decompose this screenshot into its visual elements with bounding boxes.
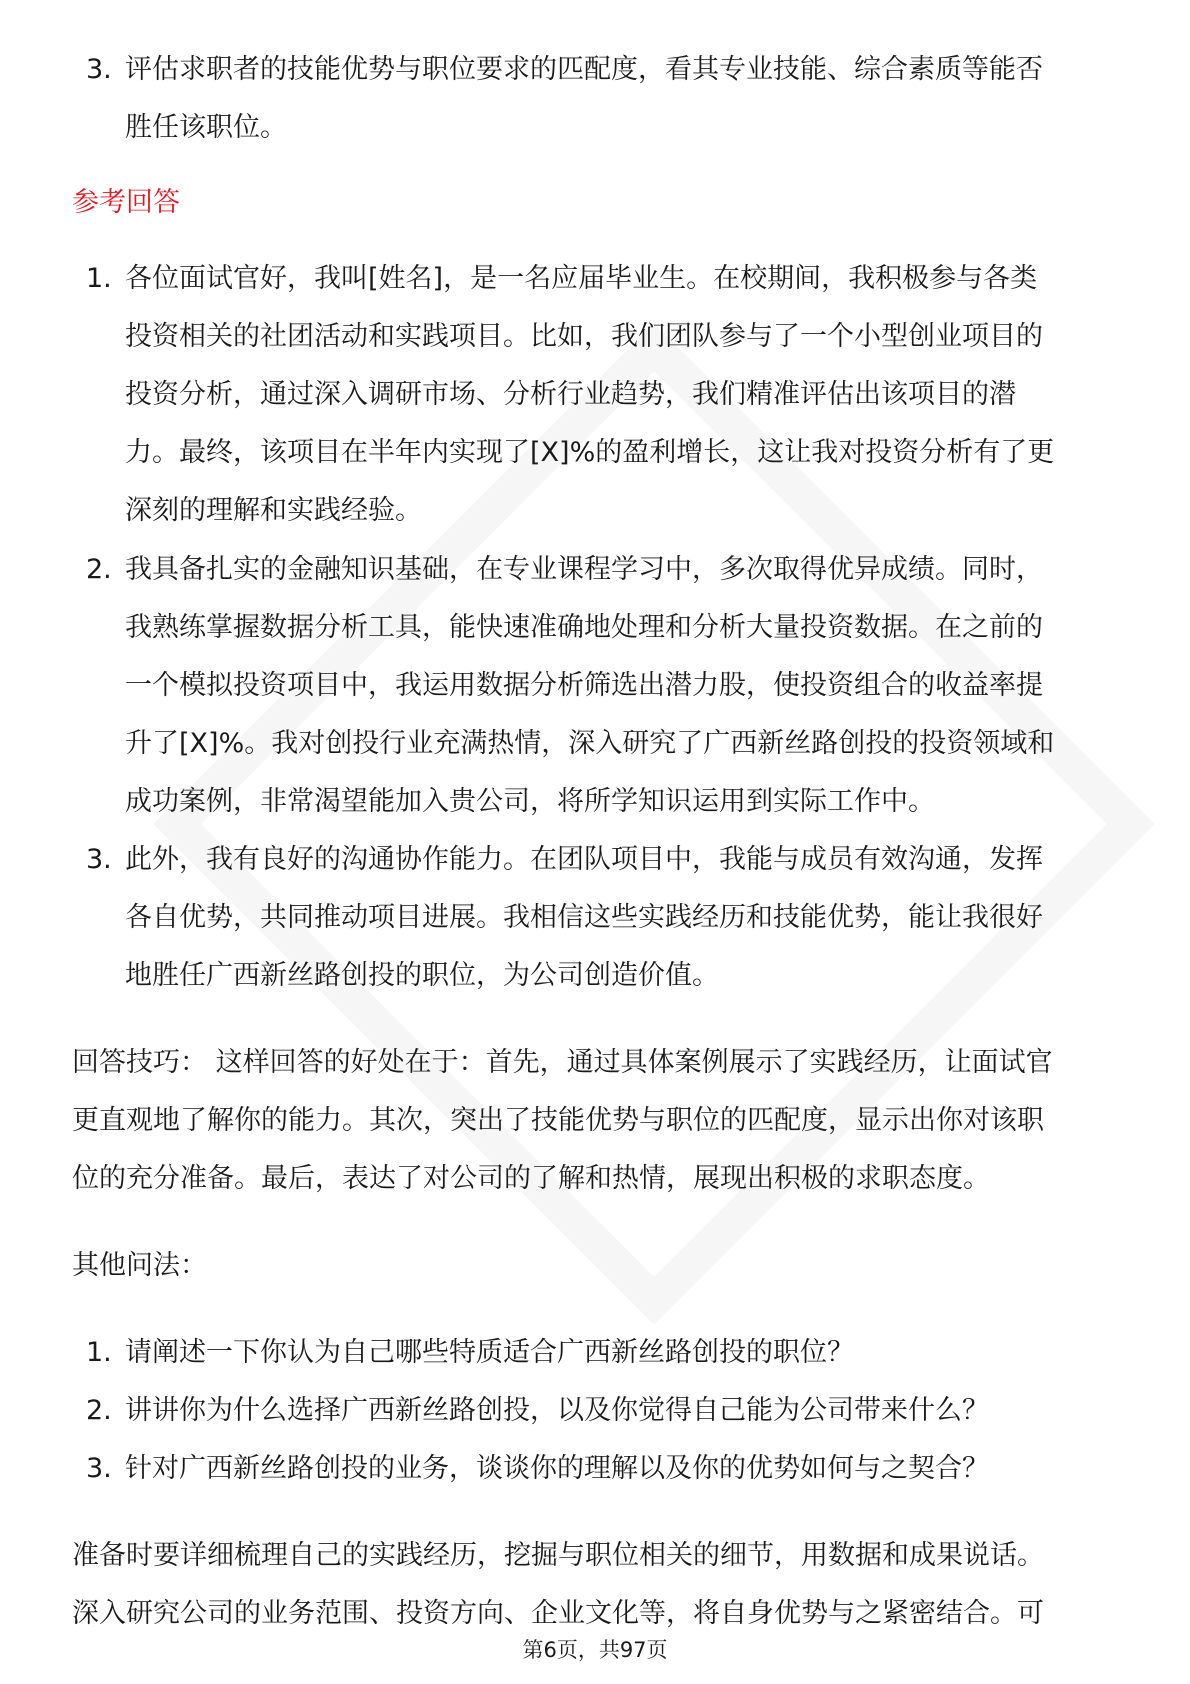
preparation-advice (0, 1527, 1190, 1643)
text-line: 评估求职者的技能优势与职位要求的匹配度，看其专业技能、综合素质等能否 (125, 54, 1043, 85)
text-line: 位的充分准备。最后，表达了对公司的了解和热情，展现出积极的求职态度。 (72, 1163, 990, 1194)
list-number: 2. (86, 1395, 112, 1426)
section-heading-reference-answer: 参考回答 (72, 187, 180, 218)
list-number: 3. (86, 1453, 112, 1484)
text-line: 更直观地了解你的能力。其次，突出了技能优势与职位的匹配度，显示出你对该职 (72, 1105, 1044, 1136)
text-line: 各自优势，共同推动项目进展。我相信这些实践经历和技能优势，能让我很好 (125, 902, 1043, 933)
text-line: 升了[X]%。我对创投行业充满热情，深入研究了广西新丝路创投的投资领域和 (125, 728, 1055, 759)
text-line: 此外，我有良好的沟通协作能力。在团队项目中，我能与成员有效沟通，发挥 (125, 844, 1043, 875)
text-line: 力。最终，该项目在半年内实现了[X]%的盈利增长，这让我对投资分析有了更 (125, 437, 1055, 468)
question-text: 讲讲你为什么选择广西新丝路创投，以及你觉得自己能为公司带来什么？ (125, 1395, 989, 1426)
list-number: 3. (86, 844, 112, 875)
text-line: 地胜任广西新丝路创投的职位，为公司创造价值。 (125, 960, 719, 991)
text-line: 我熟练掌握数据分析工具，能快速准确地处理和分析大量投资数据。在之前的 (125, 612, 1043, 643)
answer-tips (0, 1034, 1190, 1208)
other-questions-heading: 其他问法： (72, 1250, 207, 1281)
text-line: 深入研究公司的业务范围、投资方向、企业文化等，将自身优势与之紧密结合。可 (72, 1598, 1044, 1629)
question-text: 针对广西新丝路创投的业务，谈谈你的理解以及你的优势如何与之契合？ (125, 1453, 989, 1484)
text-line: 胜任该职位。 (125, 112, 287, 143)
text-line: 投资分析，通过深入调研市场、分析行业趋势，我们精准评估出该项目的潜 (125, 379, 1016, 410)
text-line: 各位面试官好，我叫[姓名]，是一名应届毕业生。在校期间，我积极参与各类 (125, 263, 1038, 294)
list-number: 2. (86, 554, 112, 585)
text-line: 投资相关的社团活动和实践项目。比如，我们团队参与了一个小型创业项目的 (125, 321, 1043, 352)
text-line: 深刻的理解和实践经验。 (125, 495, 422, 526)
text-line: 准备时要详细梳理自己的实践经历，挖掘与职位相关的细节，用数据和成果说话。 (72, 1540, 1044, 1571)
text-line: 成功案例，非常渴望能加入贵公司，将所学知识运用到实际工作中。 (125, 786, 935, 817)
list-number: 1. (86, 1337, 112, 1368)
text-line: 我具备扎实的金融知识基础，在专业课程学习中，多次取得优异成绩。同时， (125, 554, 1043, 585)
text-line: 一个模拟投资项目中，我运用数据分析筛选出潜力股，使投资组合的收益率提 (125, 670, 1043, 701)
text-line: 回答技巧： 这样回答的好处在于：首先，通过具体案例展示了实践经历，让面试官 (72, 1047, 1053, 1078)
question-text: 请阐述一下你认为自己哪些特质适合广西新丝路创投的职位？ (125, 1337, 854, 1368)
list-number: 1. (86, 263, 112, 294)
page-number: 第6页，共97页 (522, 1638, 668, 1662)
list-number: 3. (86, 54, 112, 85)
